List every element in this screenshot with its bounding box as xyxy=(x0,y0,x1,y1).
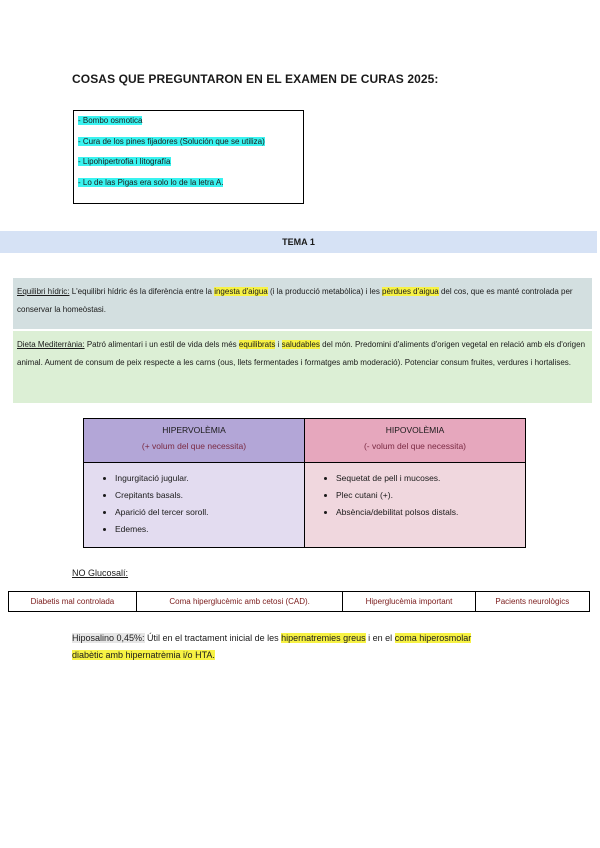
list-item: • Ingurgitació jugular. xyxy=(115,470,303,487)
hipovolemia-signs xyxy=(305,463,526,548)
list-item: • Edemes. xyxy=(115,521,303,538)
highlight: coma hiperosmolar diabètic amb hipernatrèmia i/o HTA. xyxy=(72,633,472,660)
hipovolemia-header: HIPOVOLÈMIA (- volum del que necessita) xyxy=(305,419,526,463)
table-cell: Diabetis mal controlada xyxy=(9,592,137,612)
list-item: • Aparició del tercer soroll. xyxy=(115,504,303,521)
page-title: COSAS QUE PREGUNTARON EN EL EXAMEN DE CURAS 2025: xyxy=(72,72,439,86)
list-item: • Absència/debilitat polsos distals. xyxy=(336,504,524,521)
definition-term: Hiposalino 0,45%: xyxy=(72,633,145,643)
highlight: pèrdues d'aigua xyxy=(382,287,439,296)
no-glucosali-table xyxy=(8,591,590,612)
section-header: TEMA 1 xyxy=(0,231,597,253)
highlight: hipernatremies greus xyxy=(281,633,366,643)
definition-term: Dieta Mediterrània: xyxy=(17,340,85,349)
highlight: equilibrats xyxy=(238,340,276,349)
list-item: • Plec cutani (+). xyxy=(336,487,524,504)
definition-equilibri-hidric: Equilibri hídric: L'equilibri hídric és la diferència entre la ingesta d'aigua (i la producció metabòlica) i les pèrdues d'aigua del cos, que es manté controlada per conservar la homeòstasi. xyxy=(13,278,592,329)
list-item: • Sequetat de pell i mucoses. xyxy=(336,470,524,487)
note-item: - Cura de los pines fijadores (Solución que se utiliza) xyxy=(78,136,265,146)
table-cell: Hiperglucèmia important xyxy=(343,592,475,612)
list-item: • Crepitants basals. xyxy=(115,487,303,504)
highlight: ingesta d'aigua xyxy=(214,287,268,296)
hiposalino-paragraph: Hiposalino 0,45%: Útil en el tractament inicial de les hipernatremies greus i en el coma hiperosmolar diabètic amb hipernatrèmia i/o HTA. xyxy=(72,633,472,660)
definition-term: Equilibri hídric: xyxy=(17,287,70,296)
table-cell: Pacients neurològics xyxy=(475,592,589,612)
note-item: - Lipohipertrofia i litografía xyxy=(78,157,171,166)
note-item: - Bombo osmotica xyxy=(78,116,143,125)
volemia-table xyxy=(83,418,526,548)
exam-notes-box xyxy=(73,110,304,204)
note-item: - Lo de las Pigas era solo lo de la letra A. xyxy=(78,177,224,187)
highlight: saludables xyxy=(281,340,320,349)
no-glucosali-label: NO Glucosalí: xyxy=(72,568,129,578)
definition-dieta-mediterrania: Dieta Mediterrània: Patró alimentari i un estil de vida dels més equilibrats i saludables del món. Predomini d'aliments d'origen vegetal en relació amb els d'origen animal. Aument de consum de peix respecte a les carns (ous, llets fermentades i formatges amb moderació). Potenciar consum fruites, verdures i hortalises. xyxy=(13,331,592,403)
hipervolemia-signs xyxy=(84,463,305,548)
table-cell: Coma hiperglucèmic amb cetosi (CAD). xyxy=(136,592,342,612)
hipervolemia-header: HIPERVOLÈMIA (+ volum del que necessita) xyxy=(84,419,305,463)
